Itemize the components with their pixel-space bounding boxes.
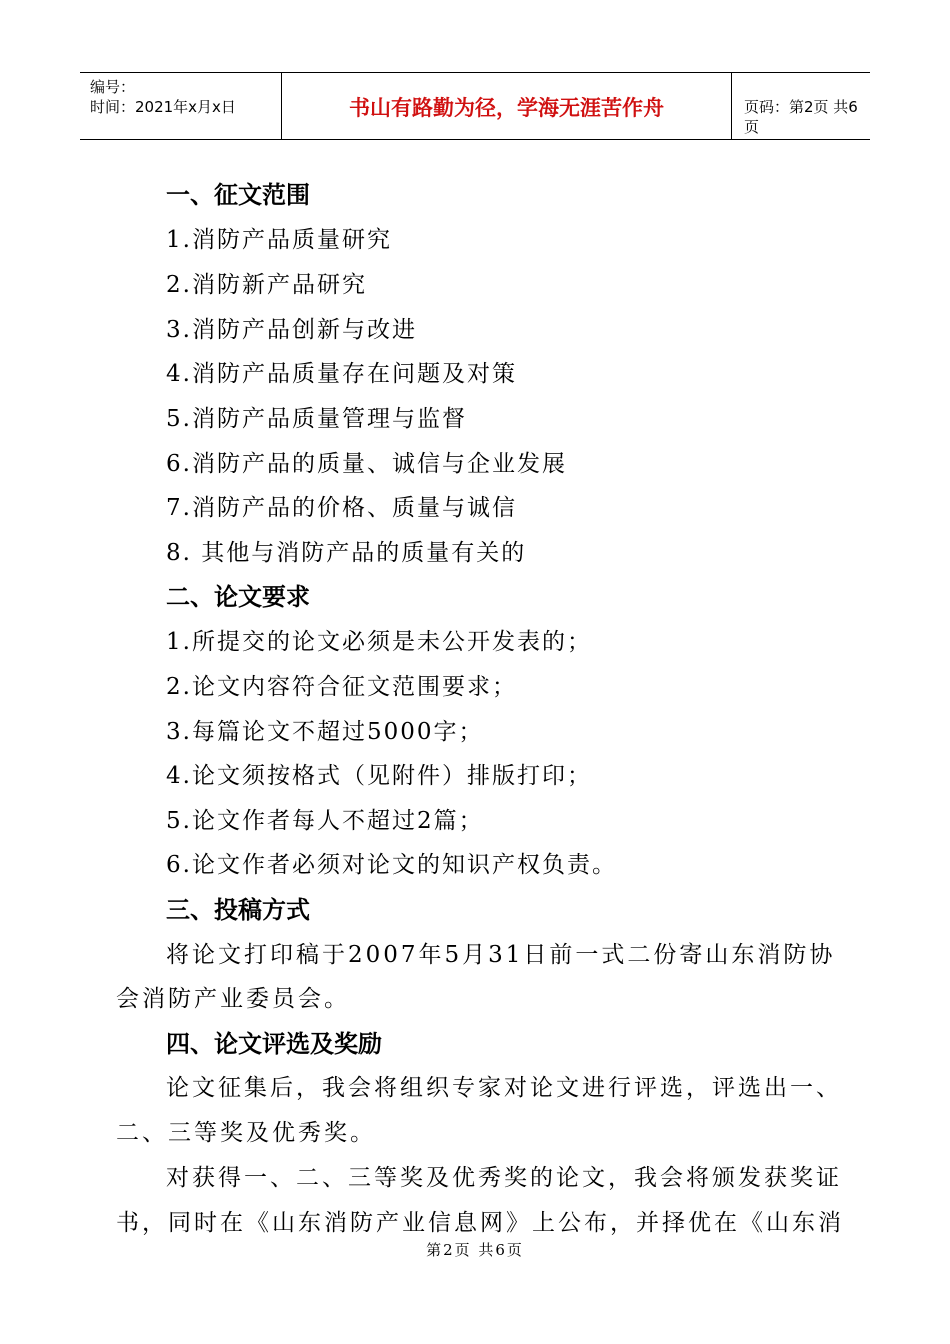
list-item: 4.消防产品质量存在问题及对策 bbox=[166, 361, 517, 387]
list-item: 3.每篇论文不超过5000字； bbox=[166, 719, 484, 745]
list-item: 1.所提交的论文必须是未公开发表的； bbox=[166, 629, 592, 655]
paragraph-line: 论文征集后，我会将组织专家对论文进行评选，评选出一、 bbox=[166, 1075, 842, 1101]
paragraph-line: 将论文打印稿于2007年5月31日前一式二份寄山东消防协 bbox=[166, 942, 836, 968]
document-header bbox=[80, 72, 870, 140]
section-heading-awards: 四、论文评选及奖励 bbox=[166, 1030, 382, 1058]
list-item: 5.论文作者每人不超过2篇； bbox=[166, 808, 484, 834]
paragraph-line: 会消防产业委员会。 bbox=[116, 986, 350, 1012]
header-page-cell bbox=[732, 73, 870, 139]
section-heading-requirements: 二、论文要求 bbox=[166, 583, 310, 611]
header-motto-cell bbox=[282, 73, 732, 139]
motto-text: 书山有路勤为径，学海无涯苦作舟 bbox=[349, 96, 664, 120]
list-item: 2.论文内容符合征文范围要求； bbox=[166, 674, 517, 700]
list-item: 6.消防产品的质量、诚信与企业发展 bbox=[166, 451, 567, 477]
page-footer: 第2页 共6页 bbox=[426, 1241, 524, 1259]
header-meta-cell bbox=[80, 73, 282, 139]
list-item: 3.消防产品创新与改进 bbox=[166, 317, 417, 343]
list-item: 7.消防产品的价格、质量与诚信 bbox=[166, 495, 517, 521]
list-item: 2.消防新产品研究 bbox=[166, 272, 367, 298]
paragraph-line: 对获得一、二、三等奖及优秀奖的论文，我会将颁发获奖证 bbox=[166, 1165, 842, 1191]
section-heading-scope: 一、征文范围 bbox=[166, 181, 310, 209]
paragraph-line: 二、三等奖及优秀奖。 bbox=[116, 1120, 376, 1146]
list-item: 4.论文须按格式（见附件）排版打印； bbox=[166, 763, 592, 789]
page-info: 页码：第2页 共6页 bbox=[744, 98, 858, 136]
list-item: 5.消防产品质量管理与监督 bbox=[166, 406, 467, 432]
number-label: 编号： bbox=[90, 78, 136, 96]
time-label: 时间：2021年x月x日 bbox=[90, 98, 236, 116]
list-item: 8. 其他与消防产品的质量有关的 bbox=[166, 540, 527, 566]
section-heading-submission: 三、投稿方式 bbox=[166, 896, 310, 924]
list-item: 1.消防产品质量研究 bbox=[166, 227, 392, 253]
list-item: 6.论文作者必须对论文的知识产权负责。 bbox=[166, 852, 617, 878]
paragraph-line: 书，同时在《山东消防产业信息网》上公布，并择优在《山东消 bbox=[116, 1210, 844, 1236]
